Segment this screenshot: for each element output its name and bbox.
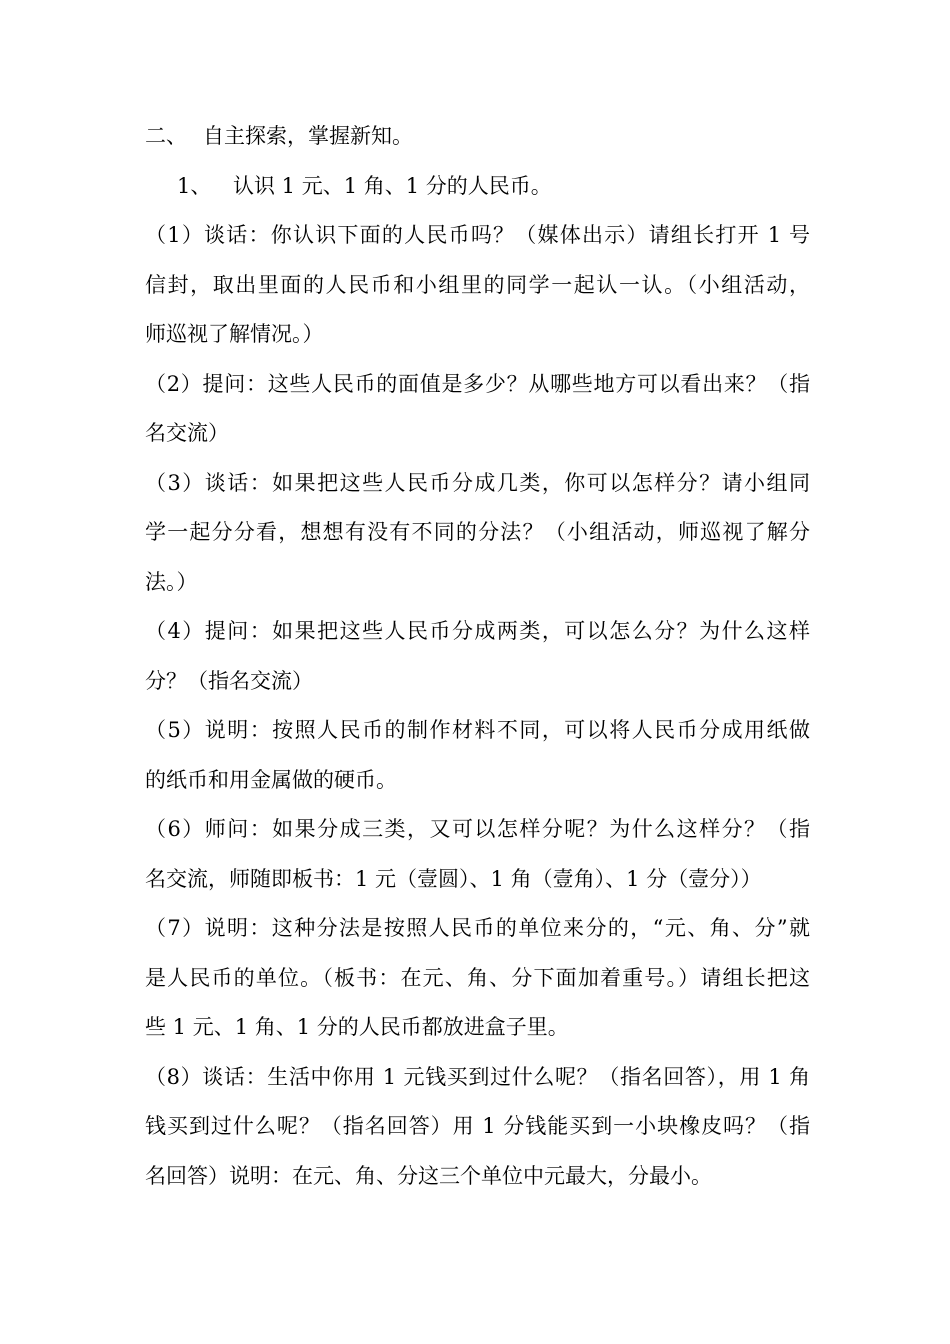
section-number: 二、 — [145, 124, 187, 148]
paragraph-line: （5）说明：按照人民币的制作材料不同，可以将人民币分成用纸做 — [145, 718, 810, 742]
paragraph-line: （2）提问：这些人民币的面值是多少？从哪些地方可以看出来？（指 — [145, 371, 810, 396]
document-body — [145, 112, 810, 1201]
subsection-title: 认识 1 元、1 角、1 分的人民币。 — [233, 173, 552, 198]
paragraph-line: 学一起分分看，想想有没有不同的分法？（小组活动，师巡视了解分 — [145, 520, 810, 544]
subsection-number: 1、 — [177, 173, 212, 198]
subsection-heading — [145, 162, 810, 212]
paragraph-line: 分？（指名交流） — [145, 668, 313, 693]
section-title: 自主探索，掌握新知。 — [203, 124, 413, 148]
paragraph-line: （7）说明：这种分法是按照人民币的单位来分的，“元、角、分”就 — [145, 916, 810, 940]
paragraph-line: 钱买到过什么呢？（指名回答）用 1 分钱能买到一小块橡皮吗？（指 — [145, 1114, 810, 1138]
paragraph-line: 法。） — [145, 569, 198, 594]
paragraph-line: （6）师问：如果分成三类，又可以怎样分呢？为什么这样分？（指 — [145, 817, 810, 841]
paragraph-line: （4）提问：如果把这些人民币分成两类，可以怎么分？为什么这样 — [145, 619, 810, 643]
paragraph-line: 名交流，师随即板书：1 元（壹圆）、1 角（壹角）、1 分（壹分）） — [145, 866, 762, 891]
section-heading — [145, 112, 810, 162]
paragraph-line: 名回答）说明：在元、角、分这三个单位中元最大，分最小。 — [145, 1163, 712, 1188]
paragraph-line: （8）谈话：生活中你用 1 元钱买到过什么呢？（指名回答），用 1 角 — [145, 1064, 810, 1089]
paragraph-line: 是人民币的单位。（板书：在元、角、分下面加着重号。）请组长把这 — [145, 965, 810, 990]
paragraph-line: 些 1 元、1 角、1 分的人民币都放进盒子里。 — [145, 1015, 569, 1039]
paragraph-line: 师巡视了解情况。） — [145, 322, 324, 346]
paragraph-line: 信封，取出里面的人民币和小组里的同学一起认一认。（小组活动， — [145, 272, 810, 297]
paragraph-line: （3）谈话：如果把这些人民币分成几类，你可以怎样分？请小组同 — [145, 470, 810, 495]
paragraph-line: 的纸币和用金属做的硬币。 — [145, 767, 397, 792]
paragraph-line: 名交流） — [145, 421, 229, 445]
paragraph-line: （1）谈话：你认识下面的人民币吗？（媒体出示）请组长打开 1 号 — [145, 223, 810, 247]
